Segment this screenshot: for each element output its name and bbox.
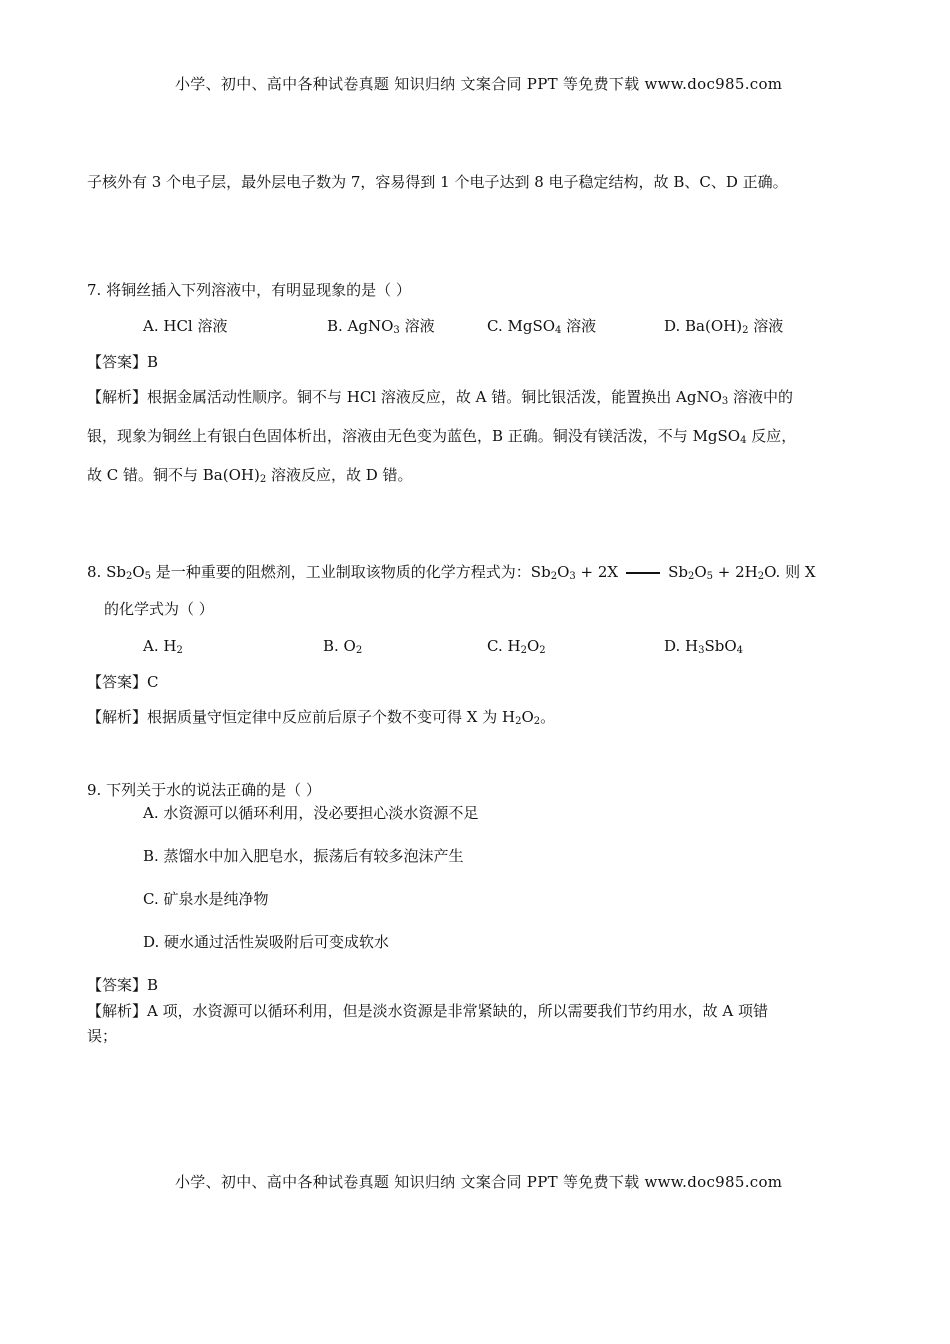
q8-explanation: 【解析】根据质量守恒定律中反应前后原子个数不变可得 X 为 $H_2O_2$。	[87, 708, 556, 727]
q7-explanation-line-1: 【解析】根据金属活动性顺序。铜不与 HCl 溶液反应，故 A 错。铜比银活泼，能置换出 AgNO$_3$ 溶液中的	[87, 388, 794, 407]
q8-answer: 【答案】C	[87, 673, 159, 691]
q7-stem: 7. 将铜丝插入下列溶液中，有明显现象的是（ ）	[87, 281, 411, 299]
q8-stem-line-1: 8. $Sb_2O_5$ 是一种重要的阻燃剂，工业制取该物质的化学方程式为：$Sb_2O_3 + 2X$ $Sb_2O_5 + 2H_2O$. 则 X	[87, 563, 816, 582]
page-footer: 小学、初中、高中各种试卷真题 知识归纳 文案合同 PPT 等免费下载 www.doc985.com	[175, 1173, 783, 1191]
q7-option-d: D. $Ba(OH)_2$ 溶液	[664, 317, 784, 336]
q8-stem-line-2: 的化学式为（ ）	[104, 600, 214, 618]
previous-explanation-tail: 子核外有 3 个电子层，最外层电子数为 7，容易得到 1 个电子达到 8 电子稳定结构，故 B、C、D 正确。	[87, 173, 788, 191]
q8-option-d: D. $H_3SbO_4$	[664, 637, 744, 656]
q7-option-c: C. MgSO$_4$ 溶液	[487, 317, 597, 336]
q9-answer: 【答案】B	[87, 976, 159, 994]
q9-option-c: C. 矿泉水是纯净物	[143, 890, 269, 908]
reaction-arrow-line	[626, 572, 660, 574]
q7-answer: 【答案】B	[87, 353, 159, 371]
q9-option-d: D. 硬水通过活性炭吸附后可变成软水	[143, 933, 390, 951]
q7-option-a: A. HCl 溶液	[143, 317, 228, 335]
page-header: 小学、初中、高中各种试卷真题 知识归纳 文案合同 PPT 等免费下载 www.doc985.com	[175, 75, 783, 93]
q7-explanation-line-3: 故 C 错。铜不与 $Ba(OH)_2$ 溶液反应，故 D 错。	[87, 466, 413, 485]
q9-option-b: B. 蒸馏水中加入肥皂水，振荡后有较多泡沫产生	[143, 847, 464, 865]
q8-option-a: A. $H_2$	[143, 637, 183, 656]
q8-option-b: B. $O_2$	[323, 637, 363, 656]
q9-stem: 9. 下列关于水的说法正确的是（ ）	[87, 781, 321, 799]
q9-option-a: A. 水资源可以循环利用，没必要担心淡水资源不足	[143, 804, 479, 822]
q7-explanation-line-2: 银，现象为铜丝上有银白色固体析出，溶液由无色变为蓝色，B 正确。铜没有镁活泼，不与 MgSO$_4$ 反应，	[87, 427, 797, 446]
q9-explanation-line-2: 误；	[87, 1027, 118, 1045]
q7-option-b: B. AgNO$_3$ 溶液	[327, 317, 435, 336]
q9-explanation-line-1: 【解析】A 项，水资源可以循环利用，但是淡水资源是非常紧缺的，所以需要我们节约用水，故 A 项错	[87, 1002, 768, 1020]
q8-option-c: C. $H_2O_2$	[487, 637, 546, 656]
